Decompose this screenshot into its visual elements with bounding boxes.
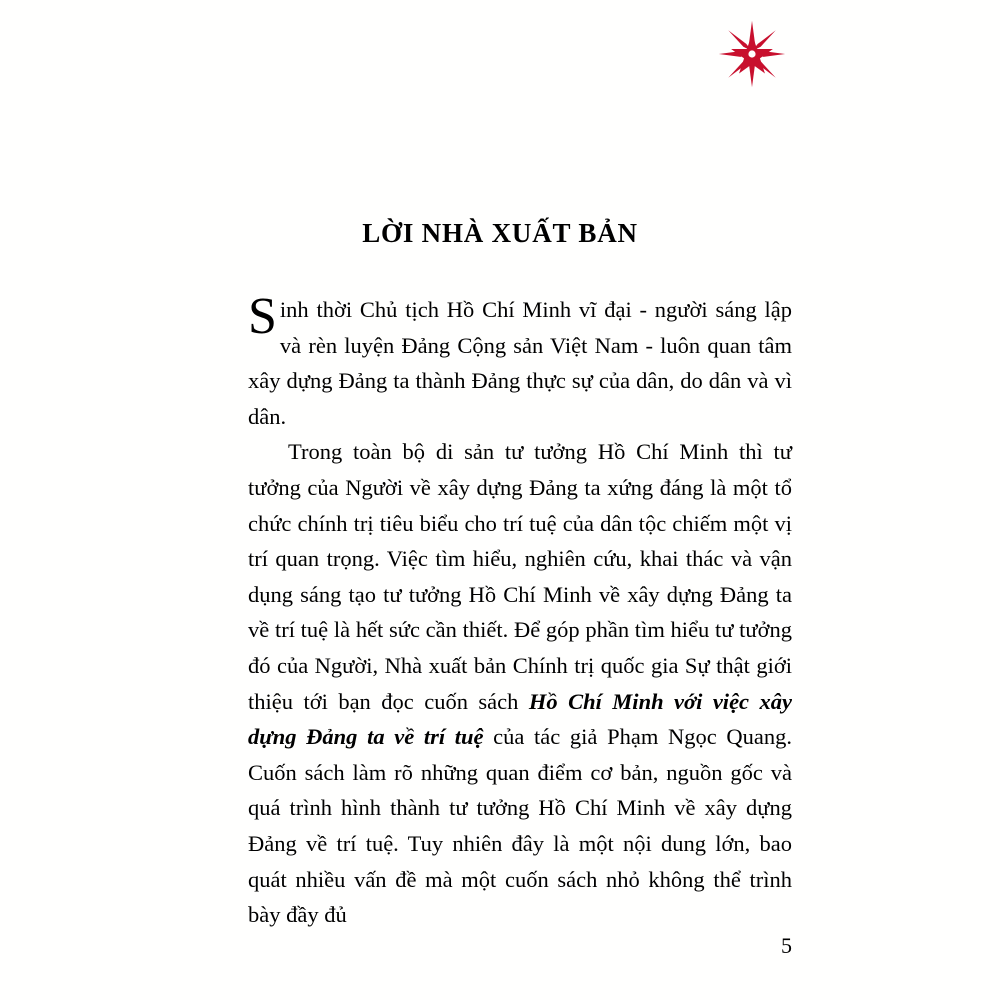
paragraph-2 xyxy=(248,434,792,932)
page-title: LỜI NHÀ XUẤT BẢN xyxy=(362,218,638,249)
paragraph-2-text-after: của tác giả Phạm Ngọc Quang. Cuốn sách làm rõ những quan điểm cơ bản, nguồn gốc và quá trình hình thành tư tưởng Hồ Chí Minh về xây dựng Đảng về trí tuệ. Tuy nhiên đây là một nội dung lớn, bao quát nhiều vấn đề mà một cuốn sách nhỏ không thể trình bày đầy đủ xyxy=(248,724,792,928)
paragraph-2-text-before: Trong toàn bộ di sản tư tưởng Hồ Chí Minh thì tư tưởng của Người về xây dựng Đảng ta xứng đáng là một tổ chức chính trị tiêu biểu cho trí tuệ của dân tộc chiếm một vị trí quan trọng. Việc tìm hiểu, nghiên cứu, khai thác và vận dụng sáng tạo tư tưởng Hồ Chí Minh về xây dựng Đảng ta về trí tuệ là hết sức cần thiết. Để góp phần tìm hiểu tư tưởng đó của Người, Nhà xuất bản Chính trị quốc gia Sự thật giới thiệu tới bạn đọc cuốn sách xyxy=(248,439,792,714)
book-title: Hồ Chí Minh với việc xây dựng Đảng ta về trí tuệ xyxy=(248,688,792,750)
body-text xyxy=(248,288,792,933)
red-star-emblem-icon xyxy=(716,18,788,90)
page-number: 5 xyxy=(781,933,792,958)
paragraph-1: Sinh thời Chủ tịch Hồ Chí Minh vĩ đại - người sáng lập và rèn luyện Đảng Cộng sản Việt Nam - luôn quan tâm xây dựng Đảng ta thành Đảng thực sự của dân, do dân và vì dân. xyxy=(248,288,792,429)
